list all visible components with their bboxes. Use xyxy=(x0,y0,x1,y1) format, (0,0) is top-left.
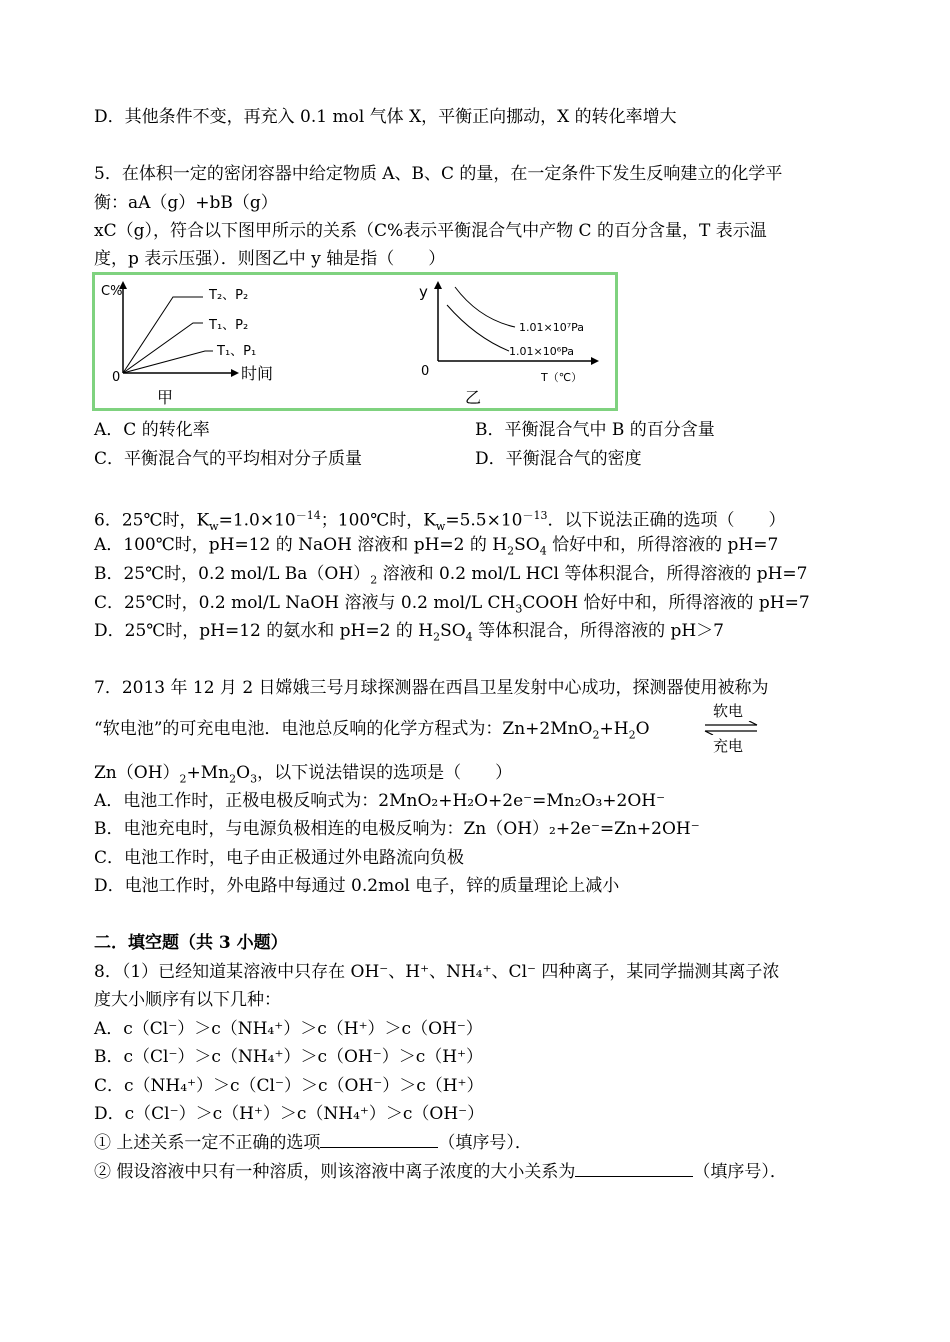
yi-label-high-p: 1.01×10⁷Pa xyxy=(519,321,584,334)
jia-x-label: 时间 xyxy=(241,364,274,383)
q8-stem-line1: 8．（1）已经知道某溶液中只存在 OH⁻、H⁺、NH₄⁺、Cl⁻ 四种离子，某同学揣测其离子浓 xyxy=(94,962,780,982)
q8-option-b: B．c（Cl⁻）＞c（NH₄⁺）＞c（OH⁻）＞c（H⁺） xyxy=(94,1047,484,1067)
q6-stem: 6．25℃时，$K_w=1.0\times 10^{-14}$；100℃时，$K_w=5.5\times 10^{-13}$．以下说法正确的选项（ ） xyxy=(94,509,786,534)
q5-stem-line1: 5．在体积一定的密闭容器中给定物质 A、B、C 的量，在一定条件下发生反响建立的化学平 xyxy=(94,164,783,184)
jia-x-arrow xyxy=(231,369,239,377)
q7-reaction-arrow xyxy=(703,700,759,754)
graph-yi xyxy=(419,281,599,407)
q5-option-c: C．平衡混合气的平均相对分子质量 xyxy=(94,449,363,469)
arrow-label-bottom: 充电 xyxy=(713,737,744,755)
jia-curve-t1p1 xyxy=(123,351,213,373)
q7-option-a: A．电池工作时，正极电极反响式为：2MnO₂+H₂O+2e⁻=Mn₂O₃+2OH⁻ xyxy=(94,791,666,811)
q6-option-b: B．25℃时，0.2 mol/L $Ba(OH)_2$ 溶液和 0.2 mol/L HCl 等体积混合，所得溶液的 pH=7 xyxy=(94,564,808,587)
q7-option-c: C．电池工作时，电子由正极通过外电路流向负极 xyxy=(94,848,465,868)
q7-option-b: B．电池充电时，与电源负极相连的电极反响为：Zn（OH）₂+2e⁻=Zn+2OH⁻ xyxy=(94,819,700,839)
q8-subquestion-2: ② 假设溶液中只有一种溶质，则该溶液中离子浓度的大小关系为 （填序号）． xyxy=(94,1162,787,1182)
jia-caption: 甲 xyxy=(157,388,174,407)
section-title: 二．填空题（共 3 小题） xyxy=(94,933,288,953)
q5-option-b: B．平衡混合气中 B 的百分含量 xyxy=(475,420,715,440)
q5-graphs xyxy=(95,275,615,408)
q8-option-c: C．c（NH₄⁺）＞c（Cl⁻）＞c（OH⁻）＞c（H⁺） xyxy=(94,1076,484,1096)
arrow-label-top: 软电 xyxy=(713,702,744,720)
jia-origin: 0 xyxy=(112,370,121,385)
q7-stem-line3: $Zn(OH)_2+Mn_2O_3$，以下说法错误的选项是（ ） xyxy=(94,763,513,786)
q8-subquestion-1: ① 上述关系一定不正确的选项 （填序号）． xyxy=(94,1133,532,1153)
yi-x-label: T（℃） xyxy=(541,371,583,384)
jia-curve-t1p2 xyxy=(123,323,203,373)
equilibrium-arrows-icon xyxy=(703,721,759,735)
yi-label-low-p: 1.01×10⁶Pa xyxy=(509,345,574,358)
q6-option-d: D．25℃时，pH=12 的氨水和 pH=2 的 $H_2SO_4$ 等体积混合，所得溶液的 pH＞7 xyxy=(94,621,725,644)
q7-stem-line1: 7．2013 年 12 月 2 日嫦娥三号月球探测器在西昌卫星发射中心成功，探测器使用被称为 xyxy=(94,678,769,698)
q5-stem-line2: 衡：aA（g）+bB（g） xyxy=(94,193,278,213)
q8-option-d: D．c（Cl⁻）＞c（H⁺）＞c（NH₄⁺）＞c（OH⁻） xyxy=(94,1104,485,1124)
q6-option-a: A．100℃时，pH=12 的 NaOH 溶液和 pH=2 的 $H_2SO_4$ 恰好中和，所得溶液的 pH=7 xyxy=(94,535,779,558)
jia-label-t1p2: T₁、P₂ xyxy=(209,318,249,333)
yi-x-arrow xyxy=(591,357,599,365)
q5-stem-line3: xC（g），符合以下图甲所示的关系（C%表示平衡混合气中产物 C 的百分含量，T 表示温 xyxy=(94,221,767,241)
q4-option-d: D．其他条件不变，再充入 0.1 mol 气体 X，平衡正向挪动，X 的转化率增大 xyxy=(94,107,677,127)
jia-y-label: C% xyxy=(101,284,123,299)
q7-option-d: D．电池工作时，外电路中每通过 0.2mol 电子，锌的质量理论上减小 xyxy=(94,876,620,896)
yi-y-arrow xyxy=(434,281,442,289)
q5-stem-line4: 度，p 表示压强）．则图乙中 y 轴是指（ ） xyxy=(94,249,446,269)
q5-figure xyxy=(92,272,618,411)
jia-label-t1p1: T₁、P₁ xyxy=(217,344,257,359)
yi-origin: 0 xyxy=(421,364,430,379)
answer-blank-1[interactable] xyxy=(320,1131,438,1148)
jia-curve-t2p2 xyxy=(123,297,203,373)
jia-label-t2p2: T₂、P₂ xyxy=(209,288,249,303)
yi-y-label: y xyxy=(419,283,428,301)
yi-curve-high-p xyxy=(455,287,515,327)
q6-option-c: C．25℃时，0.2 mol/L NaOH 溶液与 0.2 mol/L $CH_3COOH$ 恰好中和，所得溶液的 pH=7 xyxy=(94,593,810,616)
q8-option-a: A．c（Cl⁻）＞c（NH₄⁺）＞c（H⁺）＞c（OH⁻） xyxy=(94,1019,483,1039)
q8-stem-line2: 度大小顺序有以下几种： xyxy=(94,990,281,1010)
q5-option-d: D．平衡混合气的密度 xyxy=(475,449,642,469)
yi-curve-low-p xyxy=(447,305,509,351)
graph-jia xyxy=(101,281,273,407)
q5-option-a: A．C 的转化率 xyxy=(94,420,210,440)
answer-blank-2[interactable] xyxy=(575,1160,693,1177)
q7-stem-line2: “软电池”的可充电电池．电池总反响的化学方程式为：$Zn+2MnO_2+H_2O$ xyxy=(94,719,650,742)
yi-caption: 乙 xyxy=(465,388,482,407)
